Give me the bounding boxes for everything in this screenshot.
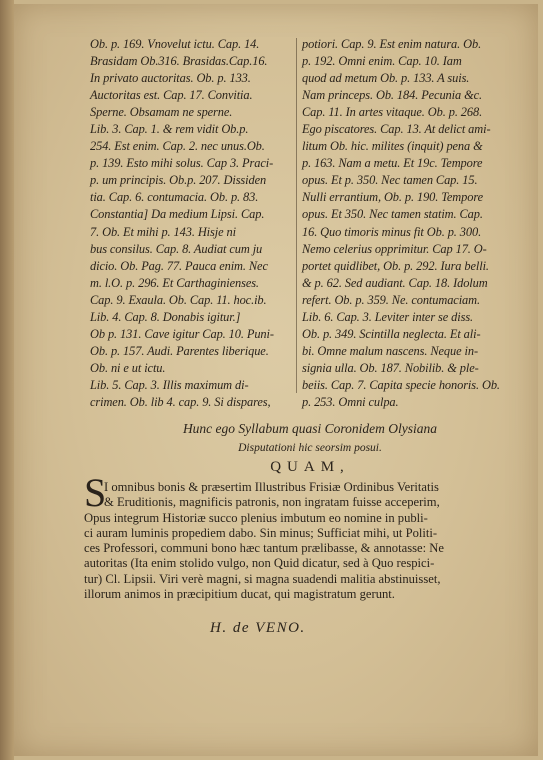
index-left-line: 254. Est enim. Cap. 2. nec unus.Ob. — [90, 139, 265, 154]
index-right-line: Nulli errantium, Ob. p. 190. Tempore — [302, 190, 484, 205]
index-right-line: litum Ob. hic. milites (inquit) pena & — [302, 139, 483, 154]
index-right-line: beiis. Cap. 7. Capita specie honoris. Ob. — [302, 377, 500, 392]
index-left-line: m. l.O. p. 296. Et Carthaginienses. — [90, 275, 259, 290]
closing-line: ces Professori, communi bono hæc tantum prælibasse, & annotasse: Ne — [84, 541, 444, 556]
closing-line: illorum animos in præcipitium ducat, qui magistratum gerunt. — [84, 587, 395, 602]
index-left-line: Lib. 3. Cap. 1. & rem vidit Ob.p. — [90, 122, 249, 137]
closing-line: Opus integrum Historiæ succo plenius imbutum eo nomine in publi- — [84, 510, 428, 525]
index-right-line: Ob. p. 349. Scintilla neglecta. Et ali- — [302, 326, 481, 341]
index-left-line: crimen. Ob. lib 4. cap. 9. Si dispares, — [90, 394, 271, 409]
index-left-line: Ob. p. 157. Audi. Parentes liberique. — [90, 343, 269, 358]
index-right-column — [302, 36, 520, 411]
closing-line: tur) Cl. Lipsii. Viri verè magni, si magna suadendi malitia abstinuisset, — [84, 571, 441, 586]
index-left-line: p. um principis. Ob.p. 207. Dissiden — [90, 173, 267, 188]
index-left-line: dicio. Ob. Pag. 77. Pauca enim. Nec — [90, 258, 268, 273]
book-binding-edge — [0, 0, 14, 760]
index-left-line: 7. Ob. Et mihi p. 143. Hisje ni — [90, 224, 236, 239]
closing-line: I omnibus bonis & præsertim Illustribus Frisiæ Ordinibus Veritatis — [104, 480, 439, 494]
syllabus-subheading: Disputationi hic seorsim posui. — [238, 442, 382, 454]
closing-line: autoritas (Ita enim stolido vulgo, non Quid dicatur, sed à Quo respici- — [84, 556, 435, 571]
index-left-line: Ob. ni e ut ictu. — [90, 360, 166, 375]
index-left-line: Ob p. 131. Cave igitur Cap. 10. Puni- — [90, 326, 274, 341]
index-left-line: bus consilus. Cap. 8. Audiat cum ju — [90, 241, 263, 256]
drop-cap: S — [84, 470, 107, 515]
index-right-line: Nemo celerius opprimitur. Cap 17. O- — [302, 241, 487, 256]
signature: H. de VENO. — [210, 620, 306, 636]
index-left-line: In privato auctoritas. Ob. p. 133. — [90, 71, 251, 86]
index-left-line: Auctoritas est. Cap. 17. Convitia. — [90, 88, 253, 103]
index-left-line: p. 139. Esto mihi solus. Cap 3. Praci- — [90, 156, 274, 171]
index-left-line: Lib. 4. Cap. 8. Donabis igitur.] — [90, 309, 241, 324]
index-left-line: Ob. p. 169. Vnovelut ictu. Cap. 14. — [90, 37, 260, 51]
closing-line: ci auram luminis propediem dabo. Sin minus; Sufficiat mihi, ut Politi- — [84, 525, 438, 540]
index-left-line: tia. Cap. 6. contumacia. Ob. p. 83. — [90, 190, 259, 205]
index-right-line: Lib. 6. Cap. 3. Leviter inter se diss. — [302, 309, 474, 324]
index-right-line: p. 192. Omni enim. Cap. 10. Iam — [302, 54, 462, 69]
index-left-line: Brasidam Ob.316. Brasidas.Cap.16. — [90, 54, 268, 69]
column-divider — [296, 38, 297, 393]
index-right-line: opus. Et 350. Nec tamen statim. Cap. — [302, 207, 483, 222]
index-right-line: Nam princeps. Ob. 184. Pecunia &c. — [302, 88, 483, 103]
index-right-line: 16. Quo timoris minus fit Ob. p. 300. — [302, 224, 482, 239]
quam-heading: QUAM, — [270, 459, 350, 475]
index-right-line: Ego piscatores. Cap. 13. At delict ami- — [302, 122, 491, 137]
closing-paragraph — [84, 480, 524, 602]
index-right-line: bi. Omne malum nascens. Neque in- — [302, 343, 478, 358]
index-right-line: Cap. 11. In artes vitaque. Ob. p. 268. — [302, 105, 483, 120]
index-right-line: opus. Et p. 350. Nec tamen Cap. 15. — [302, 173, 478, 188]
index-right-line: potiori. Cap. 9. Est enim natura. Ob. — [302, 37, 482, 51]
index-right-line: p. 253. Omni culpa. — [302, 394, 399, 409]
index-left-line: Sperne. Obsamam ne sperne. — [90, 105, 233, 120]
index-left-line: Constantia] Da medium Lipsi. Cap. — [90, 207, 265, 222]
closing-line: & Eruditionis, magnificis patronis, non ingratam fuisse acceperim, — [104, 495, 440, 510]
index-left-line: Lib. 5. Cap. 3. Illis maximum di- — [90, 377, 249, 392]
index-left-line: Cap. 9. Exaula. Ob. Cap. 11. hoc.ib. — [90, 292, 267, 307]
index-right-line: signia ulla. Ob. 187. Nobilib. & ple- — [302, 360, 479, 375]
index-left-column — [90, 36, 295, 411]
index-right-line: quod ad metum Ob. p. 133. A suis. — [302, 71, 470, 86]
index-columns — [90, 36, 520, 409]
index-right-line: refert. Ob. p. 359. Ne. contumaciam. — [302, 292, 480, 307]
index-right-line: p. 163. Nam a metu. Et 19c. Tempore — [302, 156, 483, 171]
syllabus-heading: Hunc ego Syllabum quasi Coronidem Olysiana — [182, 421, 438, 436]
index-right-line: & p. 62. Sed audiant. Cap. 18. Idolum — [302, 275, 488, 290]
index-right-line: portet quidlibet, Ob. p. 292. Iura belli. — [302, 258, 489, 273]
